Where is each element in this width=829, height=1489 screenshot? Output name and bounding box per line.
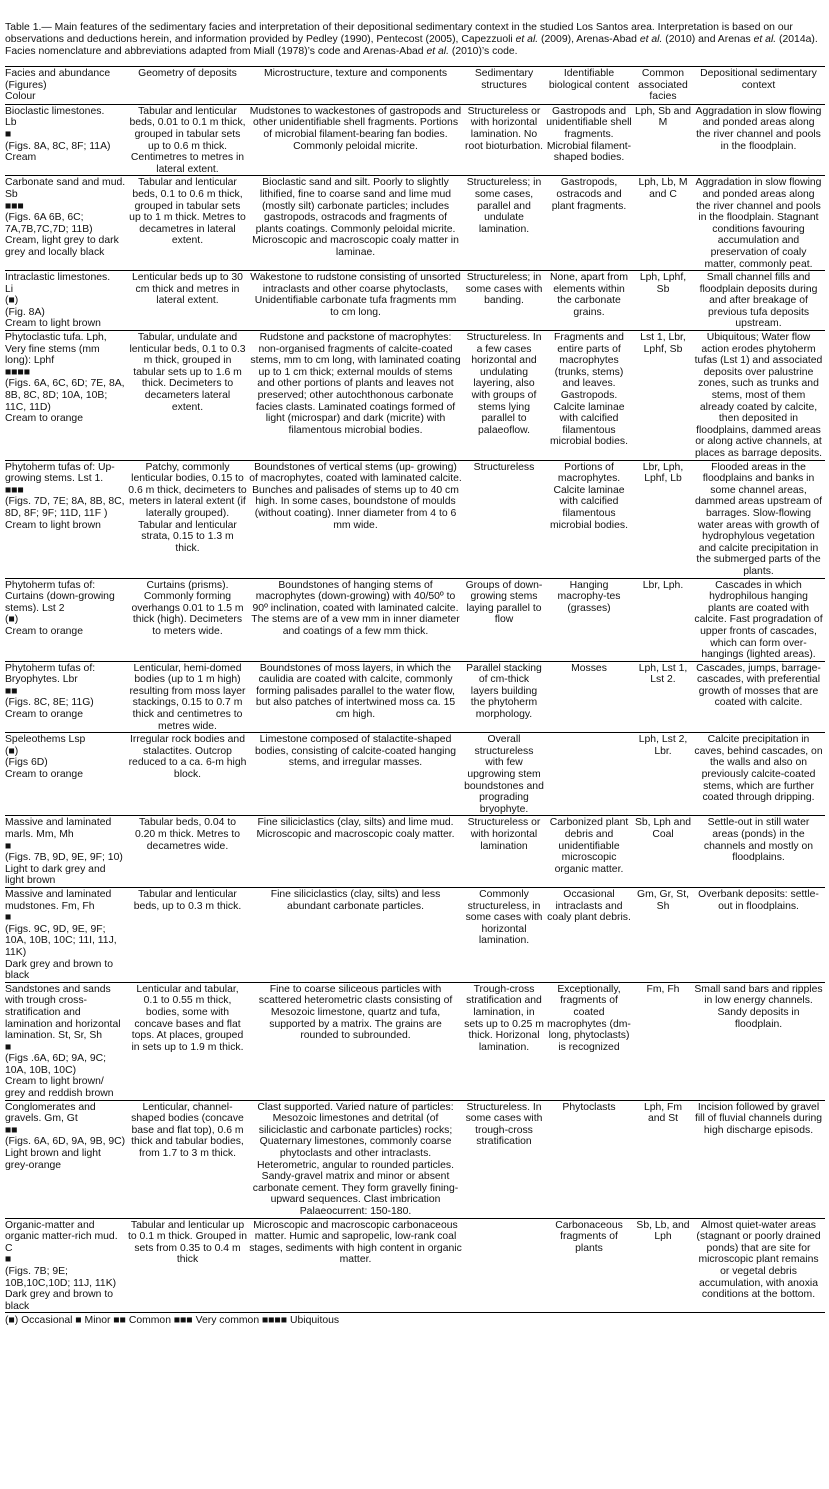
context-cell: Cascades, jumps, barrage- cascades, with preferential growth of mosses that are coated with calcite. xyxy=(696,662,821,709)
facies-line: Intraclastic limestones. xyxy=(5,272,111,284)
biological-cell: Gastropods, ostracods and plant fragments. xyxy=(551,177,627,212)
biological-cell: Portions of macrophytes. Calcite laminae with calcified filamentous microbial bodies. xyxy=(550,461,628,531)
geometry-cell: Tabular and lenticular up to 0.1 m thick. Grouped in sets from 0.35 to 0.4 m thick xyxy=(128,1219,247,1266)
associated-cell: Fm, Fh xyxy=(646,983,680,995)
facies-line: Organic-matter and organic matter-rich mud. C xyxy=(5,1219,118,1254)
micro-cell: Fine siliciclastics (clay, silts) and lime mud. Microscopic and macroscopic coaly matter. xyxy=(256,817,455,840)
facies-line: (Figs 6D) xyxy=(5,757,48,769)
facies-line: Dark grey and brown to black xyxy=(5,1289,114,1312)
associated-cell: Lph, Lb, M and C xyxy=(638,177,688,200)
facies-line: Cream to light brown xyxy=(5,318,101,330)
facies-cell xyxy=(5,104,128,176)
table-row xyxy=(5,1100,825,1218)
geometry-cell: Curtains (prisms). Commonly forming overhangs 0.01 to 1.5 m thick (high). Decimeters to meters wide. xyxy=(131,579,244,637)
facies-line: Massive and laminated marls. Mm, Mh xyxy=(5,817,112,840)
facies-line: (Figs. 6A, 6C, 6D; 7E, 8A, 8B, 8C, 8D; 10A, 10B; 11C, 11D) xyxy=(5,378,125,413)
structures-cell: Commonly structureless, in some cases with horizontal lamination. xyxy=(465,888,543,947)
facies-cell xyxy=(5,176,128,271)
biological-cell: Carbonaceous fragments of plants xyxy=(555,1219,623,1254)
context-cell: Calcite precipitation in caves, behind cascades, on the walls and also on previously calcite-coated stems, which are further coated through dripping. xyxy=(694,734,823,804)
facies-line: Li xyxy=(5,283,14,295)
table-row xyxy=(5,176,825,271)
associated-cell: Lph, Lphf, Sb xyxy=(639,272,687,295)
facies-line: Speleothems Lsp xyxy=(5,734,86,746)
micro-cell: Bioclastic sand and silt. Poorly to slightly lithified, fine to coarse sand and lime mud (mostly silt) carbonate particles; includes gastropods, ostracods and fragments of plants coatings. Commonly peloidal micrite. Microscopic and macroscopic coaly matter in laminae. xyxy=(252,177,459,258)
structures-cell: Groups of down-growing stems laying parallel to flow xyxy=(465,579,543,626)
table-row xyxy=(5,816,825,888)
table-row xyxy=(5,578,825,661)
facies-line: (Figs. 8A, 8C, 8F; 11A) xyxy=(5,140,111,152)
micro-cell: Microscopic and macroscopic carbonaceous matter. Humic and sapropelic, low-rank coal stages, sediments with high content in organic matter. xyxy=(249,1219,462,1266)
table-row xyxy=(5,733,825,816)
geometry-cell: Tabular beds, 0.04 to 0.20 m thick. Metres to decametres wide. xyxy=(134,817,241,852)
associated-cell: Lph, Sb and M xyxy=(634,105,692,129)
facies-line: ■ xyxy=(5,1041,12,1053)
context-cell: Aggradation in slow flowing and ponded areas along the river channel and pools in the floodplain. Stagnant conditions favouring accumulation and preservation of coaly matter, commonly peat. xyxy=(695,177,822,270)
facies-line: (Figs. 7B, 9D, 9E, 9F; 10) xyxy=(5,852,123,864)
facies-line: ■ xyxy=(5,840,12,852)
structures-cell: Trough-cross stratification and lamination, in sets up to 0.25 m thick. Horizonal lamination. xyxy=(464,983,544,1053)
facies-line: Phytoherm tufas of: Bryophytes. Lbr xyxy=(5,662,96,686)
facies-cell xyxy=(5,661,128,733)
micro-cell: Fine to coarse siliceous particles with scattered heterometric clasts consisting of Mesozoic limestone, quartz and tufa, supported by a matrix. The grains are rounded to subrounded. xyxy=(258,983,453,1042)
facies-line: Cream to light brown xyxy=(5,519,101,531)
facies-cell xyxy=(5,982,128,1100)
facies-line: Conglomerates and gravels. Gm, Gt xyxy=(5,1101,96,1125)
geometry-cell: Tabular, undulate and lenticular beds, 0.1 to 0.3 m thick, grouped in tabular sets up to 1.6 m thick. Decimeters to decameters lateral extent. xyxy=(129,332,246,413)
facies-line: ■■■ xyxy=(5,200,24,212)
associated-cell: Lph, Lst 2, Lbr. xyxy=(638,734,688,757)
context-cell: Almost quiet-water areas (stagnant or poorly drained ponds) that are site for microscopic plant remains or vegetal debris accumulation, with anoxia conditions at the bottom. xyxy=(696,1219,821,1301)
associated-cell: Lph, Fm and St xyxy=(643,1101,683,1125)
facies-table xyxy=(5,66,825,1313)
biological-cell: Mosses xyxy=(571,662,607,674)
facies-line: ■■ xyxy=(5,685,18,697)
facies-cell xyxy=(5,460,128,578)
associated-cell: Sb, Lb, and Lph xyxy=(636,1219,690,1243)
facies-line: Massive and laminated mudstones. Fm, Fh xyxy=(5,888,112,912)
geometry-cell: Lenticular, hemi-domed bodies (up to 1 m high) resulting from moss layer stackings, 0.15 to 0.7 m thick and centimetres to metres wide. xyxy=(129,662,246,732)
geometry-cell: Tabular and lenticular beds, 0.01 to 0.1 m thick, grouped in tabular sets up to 0.6 m thick. Centimetres to metres in lateral extent. xyxy=(129,105,246,175)
table-row xyxy=(5,104,825,176)
biological-cell xyxy=(546,733,634,816)
geometry-cell: Tabular and lenticular beds, up to 0.3 m thick. xyxy=(133,888,242,912)
facies-line: Cream to orange xyxy=(5,709,83,721)
micro-cell: Mudstones to wackestones of gastropods and other unidentifiable shell fragments. Portions of microbial filament-bearing fan bodies. Commonly peloidal micrite. xyxy=(249,105,462,152)
structures-cell: Structureless or with horizontal lamination xyxy=(467,817,541,852)
facies-line: ■■■■ xyxy=(5,366,31,378)
context-cell: Small sand bars and ripples in low energy channels. Sandy deposits in floodplain. xyxy=(694,983,823,1030)
biological-cell: Occasional intraclasts and coaly plant debris. xyxy=(547,888,631,924)
micro-cell: Wakestone to rudstone consisting of unsorted intraclasts and other coarse phytoclasts, Unidentifiable carbonate tufa fragments mm to cm long. xyxy=(250,272,461,318)
header-facies: Facies and abundance (Figures) Colour xyxy=(5,68,111,103)
context-cell: Settle-out in still water areas (ponds) in the channels and mostly on floodplains. xyxy=(703,817,814,864)
facies-line: Cream, light grey to dark grey and locally black xyxy=(5,235,119,258)
structures-cell: Structureless; in some cases with banding. xyxy=(465,272,543,307)
facies-line: (■) xyxy=(5,614,19,626)
biological-cell: Phytoclasts xyxy=(562,1101,616,1113)
facies-line: (Figs. 8C, 8E; 11G) xyxy=(5,697,94,709)
table-row xyxy=(5,887,825,982)
geometry-cell: Lenticular beds up to 30 cm thick and metres in lateral extent. xyxy=(132,272,243,307)
context-cell: Small channel fills and floodplain deposits during and after breakage of previous tufa deposits upstream. xyxy=(699,272,818,330)
associated-cell: Lbr, Lph, Lphf, Lb xyxy=(642,461,684,485)
table-header-row xyxy=(5,67,825,105)
facies-line: (■) xyxy=(5,295,19,307)
facies-line: Lb xyxy=(5,117,17,129)
facies-line: Cream to orange xyxy=(5,625,83,637)
facies-cell xyxy=(5,733,128,816)
facies-line: (■) xyxy=(5,745,19,757)
structures-cell: Parallel stacking of cm-thick layers building the phytoherm morphology. xyxy=(466,662,542,721)
facies-line: ■■ xyxy=(5,1124,18,1136)
geometry-cell: Lenticular, channel-shaped bodies (concave base and flat top), 0.6 m thick and tabular bodies, from 1.7 to 3 m thick. xyxy=(131,1101,244,1160)
geometry-cell: Irregular rock bodies and stalactites. Outcrop reduced to a ca. 6-m high block. xyxy=(128,734,247,781)
header-geometry: Geometry of deposits xyxy=(138,68,237,79)
facies-line: ■ xyxy=(5,912,12,924)
facies-line: (Figs .6A, 6D; 9A, 9C; 10A, 10B, 10C) xyxy=(5,1053,107,1076)
header-biological: Identifiable biological content xyxy=(548,68,630,91)
context-cell: Aggradation in slow flowing and ponded areas along the river channel and pools in the floodplain. xyxy=(695,105,822,152)
facies-line: Cream xyxy=(5,152,37,164)
micro-cell: Fine siliciclastics (clay, silts) and less abundant carbonate particles. xyxy=(270,888,441,912)
structures-cell: Structureless. In some cases with trough-cross stratification xyxy=(465,1101,543,1148)
facies-line: Bioclastic limestones. xyxy=(5,105,105,117)
micro-cell: Clast supported. Varied nature of particles: Mesozoic limestones and detrital (of siliciclastic and carbonate particles) rocks; Quaternary limestones, commonly coarse phytoclasts and other intraclasts. Heterometric, angular to rounded particles. Sandy-gravel matrix and minor or absent carbonate cement. They form gravelly fining-upward sequences. Clast imbrication Palaeocurrent: 150-180. xyxy=(252,1101,459,1217)
geometry-cell: Tabular and lenticular beds, 0.1 to 0.6 m thick, grouped in tabular sets up to 1 m thick. Metres to decametres in lateral extent. xyxy=(129,177,246,247)
facies-line: Sb xyxy=(5,188,18,200)
structures-cell: Overall structureless with few upgrowing stem boundstones and prograding bryophyte. xyxy=(464,734,544,815)
context-cell: Flooded areas in the floodplains and banks in some channel areas, dammed areas upstream of barrages. Slow-flowing water areas with growth of hydrophylous vegetation and calcite precipitation in the submerged parts of the plants. xyxy=(694,461,823,577)
table-row xyxy=(5,331,825,461)
micro-cell: Boundstones of vertical stems (up- growing) of macrophytes, coated with laminated calcite. Bunches and palisades of stems up to 40 cm high. In some cases, boundstone of moulds (without coating). Inner diameter from 4 to 6 mm wide. xyxy=(249,461,462,531)
associated-cell: Lst 1, Lbr, Lphf, Sb xyxy=(640,332,686,355)
facies-line: Light brown and light grey-orange xyxy=(5,1148,101,1171)
facies-cell xyxy=(5,816,128,888)
facies-line: (Figs. 6A 6B, 6C; 7A,7B,7C,7D; 11B) xyxy=(5,212,93,235)
header-microstructure: Microstructure, texture and components xyxy=(263,68,448,79)
table-caption: Table 1.— Main features of the sedimentary facies and interpretation of their depositional sedimentary context in the studied Los Santos area. Interpretation is based on our observations and deductions herein, and information provided by Pedley (1990), Pentecost (2005), Capezzuoli et al. (2009), Arenas-Abad et al. (2010) and Arenas et al. (2014a). Facies nomenclature and abbreviations adapted from Miall (1978)’s code and Arenas-Abad et al. (2010)’s code. xyxy=(5,22,818,57)
facies-cell xyxy=(5,1100,128,1218)
associated-cell: Sb, Lph and Coal xyxy=(634,817,692,840)
structures-cell: Structureless xyxy=(473,461,535,473)
structures-cell xyxy=(464,1218,546,1313)
table-row xyxy=(5,271,825,331)
biological-cell: Exceptionally, fragments of coated macrophytes (dm-long, phytoclasts) is recognized xyxy=(547,983,631,1053)
associated-cell: Lbr, Lph. xyxy=(642,579,684,591)
facies-line: (Figs. 9C, 9D, 9E, 9F; 10A, 10B, 10C; 11I, 11J, 11K) xyxy=(5,923,117,958)
header-associated: Common associated facies xyxy=(638,68,688,103)
structures-cell: Structureless or with horizontal lamination. No root bioturbation. xyxy=(465,105,543,152)
context-cell: Incision followed by gravel fill of fluvial channels during high discharge episods. xyxy=(694,1101,823,1136)
biological-cell: None, apart from elements within the carbonate grains. xyxy=(550,272,628,318)
facies-line: Phytoherm tufas of: Curtains (down-growing stems). Lst 2 xyxy=(5,579,115,614)
table-row xyxy=(5,460,825,578)
context-cell: Ubiquitous; Water flow action erodes phytoherm tufas (Lst 1) and associated deposits over palustrine zones, such as trunks and stems, most of them already coated by calcite, then deposited in floodplains, dammed areas or along active channels, at places as barrage deposits. xyxy=(694,332,823,459)
facies-line: Light to dark grey and light brown xyxy=(5,863,106,887)
geometry-cell: Lenticular and tabular, 0.1 to 0.55 m thick, bodies, some with concave bases and flat tops. At places, grouped in sets up to 1.9 m thick. xyxy=(131,983,244,1053)
biological-cell: Carbonized plant debris and unidentifiable microscopic organic matter. xyxy=(549,817,629,875)
facies-line: (Figs. 7B; 9E; 10B,10C,10D; 11J, 11K) xyxy=(5,1265,117,1289)
facies-line: (Fig. 8A) xyxy=(5,306,45,318)
table-row xyxy=(5,661,825,733)
facies-cell xyxy=(5,887,128,982)
facies-line: Cream to orange xyxy=(5,413,83,425)
micro-cell: Boundstones of moss layers, in which the caulidia are coated with calcite, commonly forming palisades parallel to the water flow, but also patches of intertwined moss ca. 15 cm high. xyxy=(255,662,456,721)
micro-cell: Rudstone and packstone of macrophytes: non-organised fragments of calcite-coated stems, mm to cm long, with laminated coating up to 1 cm thick; external moulds of stems and other portions of plants and leaves not preserved; other autochthonous carbonate facies clasts. Laminated coatings formed of light (microspar) and dark (micrite) with filamentous microbial bodies. xyxy=(250,332,461,436)
facies-line: (Figs. 7D, 7E; 8A, 8B, 8C, 8D, 8F; 9F; 11D, 11F ) xyxy=(5,496,125,519)
header-structures: Sedimentary structures xyxy=(474,68,534,91)
facies-cell xyxy=(5,578,128,661)
facies-line: Sandstones and sands with trough cross-stratification and lamination and horizontal lamination. St, Sr, Sh xyxy=(5,983,121,1042)
structures-cell: Structureless; in some cases, parallel and undulate lamination. xyxy=(466,177,542,235)
facies-cell xyxy=(5,271,128,331)
facies-line: ■■■ xyxy=(5,484,24,496)
facies-line: ■ xyxy=(5,128,12,140)
facies-line: Cream to light brown/ grey and reddish brown xyxy=(5,1076,114,1100)
facies-line: Cream to orange xyxy=(5,769,83,781)
context-cell: Overbank deposits: settle-out in floodplains. xyxy=(698,888,819,912)
biological-cell: Fragments and entire parts of macrophytes (trunks, stems) and leaves. Gastropods. Calcite laminae with calcified filamentous microbial bodies. xyxy=(550,332,628,448)
header-context: Depositional sedimentary context xyxy=(700,68,817,91)
biological-cell: Hanging macrophy-tes (grasses) xyxy=(557,579,621,614)
abundance-legend: (■) Occasional ■ Minor ■■ Common ■■■ Very common ■■■■ Ubiquitous xyxy=(5,1315,340,1327)
structures-cell: Structureless. In a few cases horizontal and undulating layering, also with groups of stems lying parallel to palaeoflow. xyxy=(466,332,542,436)
facies-line: Dark grey and brown to black xyxy=(5,958,114,982)
table-row xyxy=(5,1218,825,1313)
facies-cell xyxy=(5,1218,128,1313)
context-cell: Cascades in which hydrophilous hanging plants are coated with calcite. Fast progradation of upper fronts of cascades, which can form over-hangings (lighted areas). xyxy=(694,579,823,661)
facies-line: Very fine stems (mm long): Lphf xyxy=(5,343,100,367)
facies-cell xyxy=(5,331,128,461)
facies-line: Phytoclastic tufa. Lph, xyxy=(5,332,107,344)
geometry-cell: Patchy, commonly lenticular bodies, 0.15 to 0.6 m thick, decimeters to meters in lateral extent (if laterally grouped). Tabular and lenticular strata, 0.15 to 1.3 m thick. xyxy=(128,461,247,554)
table-row xyxy=(5,982,825,1100)
facies-line: Phytoherm tufas of: Up-growing stems. Lst 1. xyxy=(5,461,115,485)
associated-cell: Gm, Gr, St, Sh xyxy=(637,888,689,912)
micro-cell: Boundstones of hanging stems of macrophytes (down-growing) with 40/50º to 90º inclination, coated with laminated calcite. The stems are of a vew mm in inner diameter and coatings of a few mm thick. xyxy=(251,579,460,637)
facies-line: Carbonate sand and mud. xyxy=(5,177,126,189)
micro-cell: Limestone composed of stalactite-shaped bodies, consisting of calcite-coated hanging stems, and irregular masses. xyxy=(254,734,456,769)
biological-cell: Gastropods and unidentifiable shell fragments. Microbial filament-shaped bodies. xyxy=(546,105,632,164)
facies-line: (Figs. 6A, 6D, 9A, 9B, 9C) xyxy=(5,1136,126,1148)
facies-line: ■ xyxy=(5,1254,12,1266)
associated-cell: Lph, Lst 1, Lst 2. xyxy=(638,662,688,686)
